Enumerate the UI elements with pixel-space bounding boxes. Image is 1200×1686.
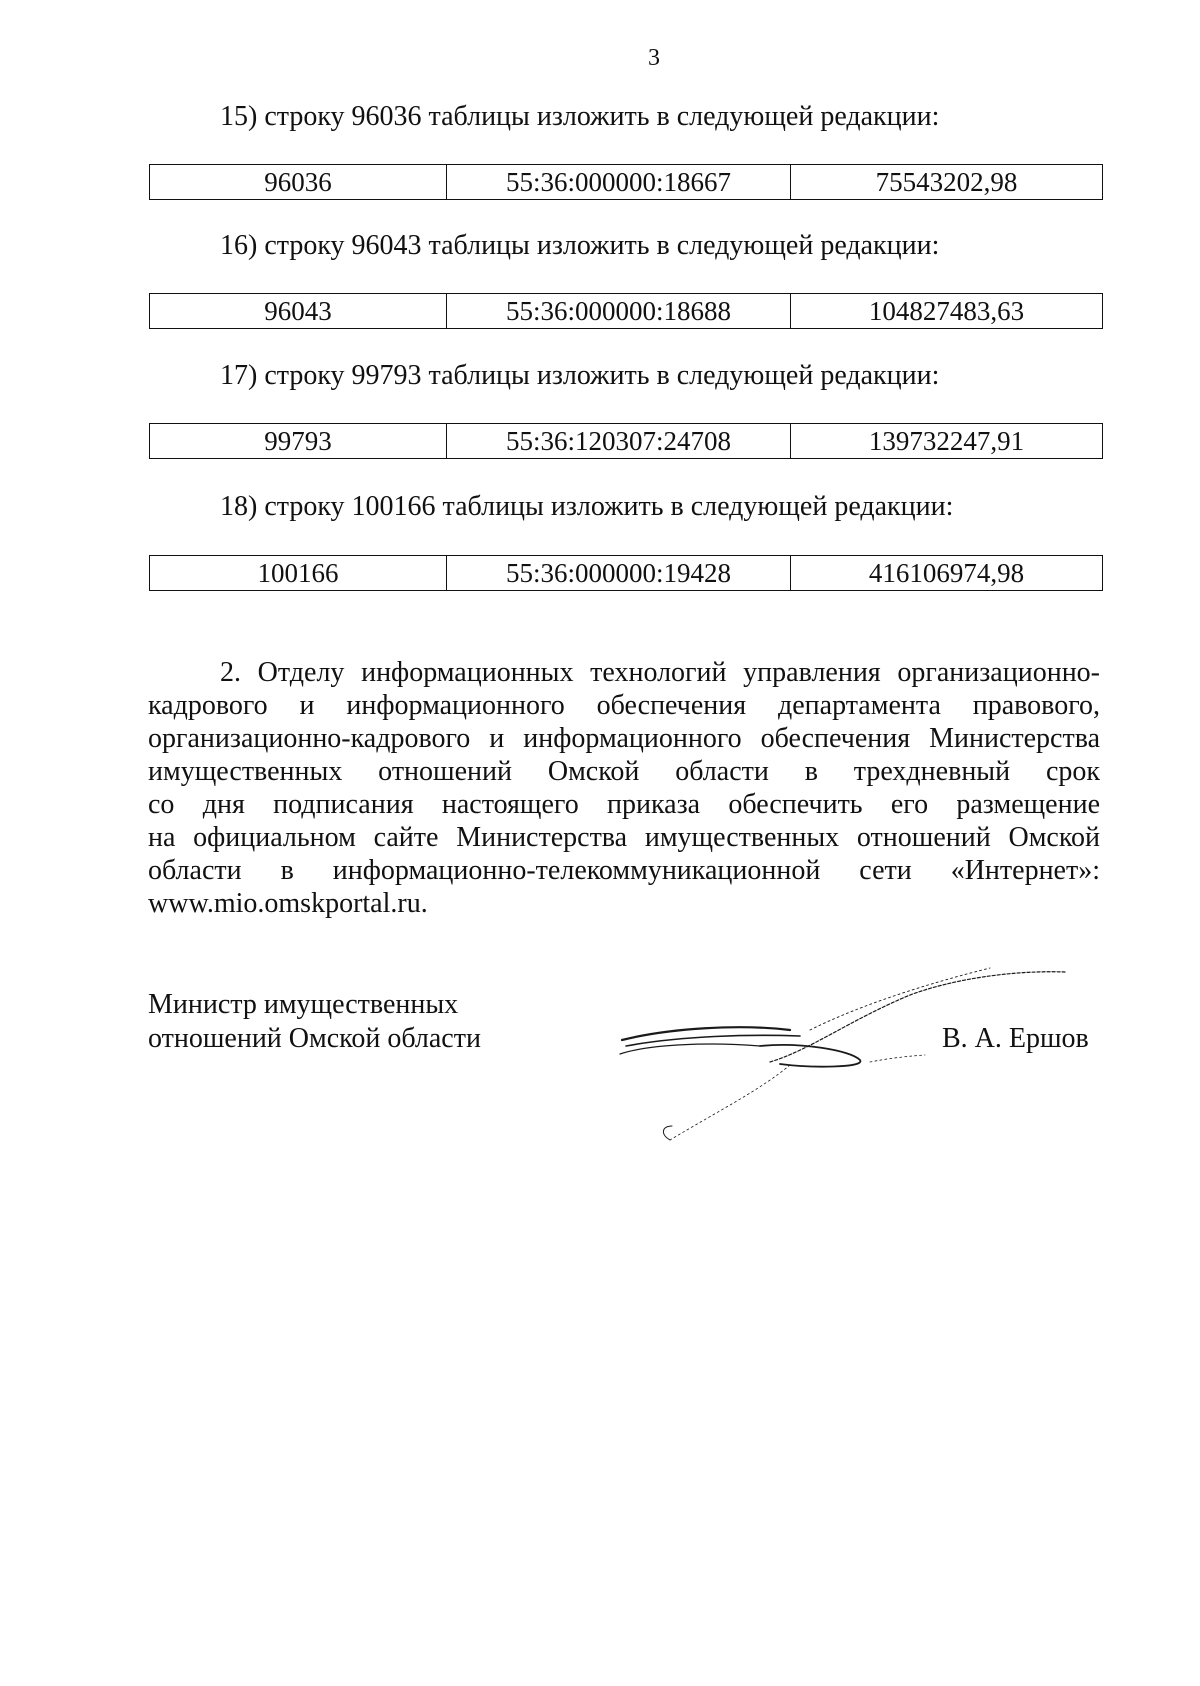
- amendment-table-18: [149, 555, 1103, 591]
- paragraph-line: со дня подписания настоящего приказа обеспечить его размещение: [148, 789, 1100, 820]
- table-cell-number: 96043: [150, 294, 447, 329]
- table-cell-value: 75543202,98: [791, 165, 1103, 200]
- amendment-instruction-15: 15) строку 96036 таблицы изложить в следующей редакции:: [220, 101, 940, 132]
- table-row: [150, 556, 1103, 591]
- signer-title-line: отношений Омской области: [148, 1023, 481, 1054]
- table-cell-number: 96036: [150, 165, 447, 200]
- amendment-table-16: [149, 293, 1103, 329]
- paragraph-line: области в информационно-телекоммуникационной сети «Интернет»:: [148, 855, 1100, 886]
- paragraph-line: кадрового и информационного обеспечения департамента правового,: [148, 690, 1100, 721]
- table-cell-number: 99793: [150, 424, 447, 459]
- paragraph-line: организационно-кадрового и информационного обеспечения Министерства: [148, 723, 1100, 754]
- paragraph-line: имущественных отношений Омской области в трехдневный срок: [148, 756, 1100, 787]
- amendment-instruction-18: 18) строку 100166 таблицы изложить в следующей редакции:: [220, 491, 954, 522]
- table-row: [150, 424, 1103, 459]
- table-cell-cadastral: 55:36:000000:18667: [447, 165, 791, 200]
- amendment-instruction-16: 16) строку 96043 таблицы изложить в следующей редакции:: [220, 230, 940, 261]
- amendment-instruction-17: 17) строку 99793 таблицы изложить в следующей редакции:: [220, 360, 940, 391]
- website-link-text: www.mio.omskportal.ru.: [148, 888, 428, 919]
- table-cell-cadastral: 55:36:000000:18688: [447, 294, 791, 329]
- amendment-table-17: [149, 423, 1103, 459]
- table-row: [150, 294, 1103, 329]
- table-cell-value: 139732247,91: [791, 424, 1103, 459]
- page-number: 3: [648, 45, 660, 71]
- amendment-table-15: [149, 164, 1103, 200]
- signer-name: В. А. Ершов: [942, 1023, 1089, 1054]
- table-cell-value: 416106974,98: [791, 556, 1103, 591]
- signer-title: [148, 988, 481, 1056]
- table-cell-number: 100166: [150, 556, 447, 591]
- table-cell-cadastral: 55:36:120307:24708: [447, 424, 791, 459]
- table-cell-cadastral: 55:36:000000:19428: [447, 556, 791, 591]
- paragraph-line: 2. Отделу информационных технологий управления организационно-: [220, 657, 1100, 688]
- table-row: [150, 165, 1103, 200]
- signer-title-line: Министр имущественных: [148, 989, 459, 1020]
- table-cell-value: 104827483,63: [791, 294, 1103, 329]
- publication-paragraph: [148, 656, 1100, 920]
- paragraph-line: на официальном сайте Министерства имущественных отношений Омской: [148, 822, 1100, 853]
